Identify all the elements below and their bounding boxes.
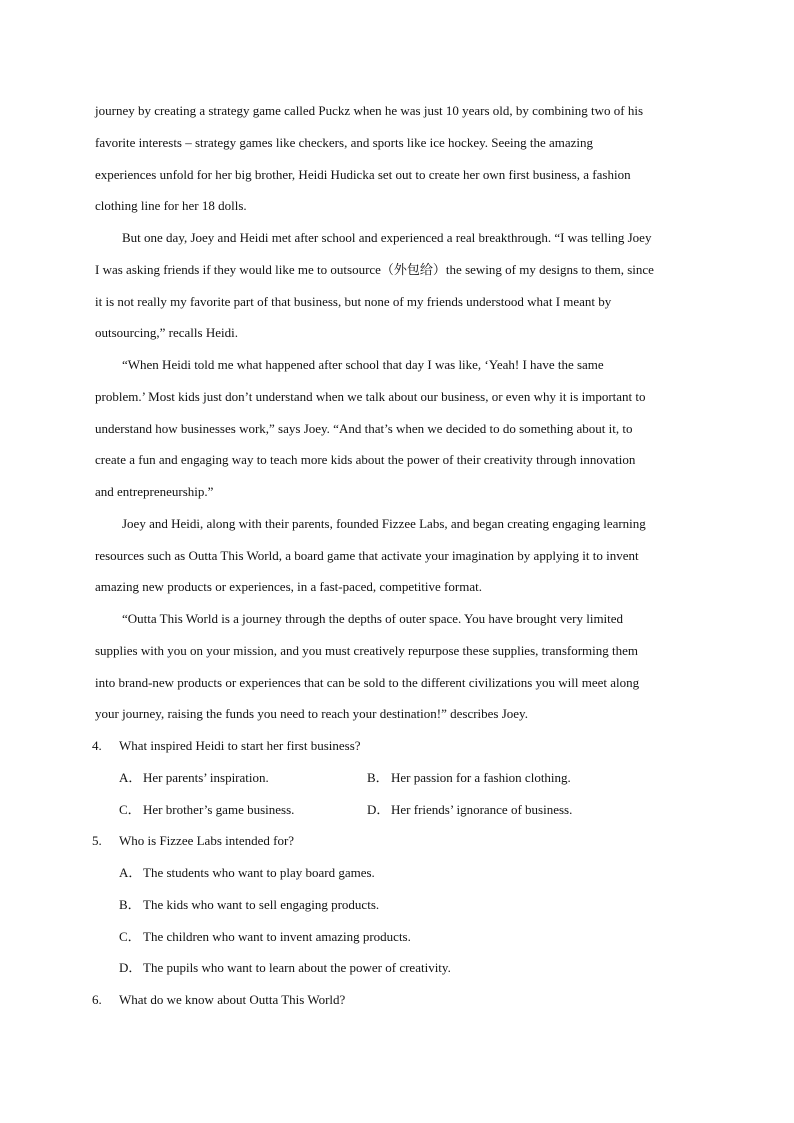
text-line: favorite interests – strategy games like checkers, and sports like ice hockey. Seeing the amazing [95, 134, 594, 150]
option-d[interactable] [119, 954, 451, 982]
option-b[interactable] [119, 891, 379, 919]
option-letter: D． [119, 960, 142, 976]
passage [92, 97, 705, 1018]
text-line: supplies with you on your mission, and you must creatively repurpose these supplies, transforming them [95, 642, 639, 658]
question-4 [92, 732, 705, 827]
option-d[interactable] [367, 796, 572, 824]
question-number: 5. [92, 833, 102, 849]
text-line: into brand-new products or experiences that can be sold to the different civilizations you will meet along [95, 674, 640, 690]
option-c[interactable] [119, 923, 411, 951]
option-b[interactable] [367, 764, 571, 792]
text-line: understand how businesses work,” says Joey. “And that’s when we decided to do something about it, to [95, 420, 633, 436]
option-text: The children who want to invent amazing products. [143, 928, 411, 944]
option-text: The pupils who want to learn about the power of creativity. [143, 960, 451, 976]
text-line: clothing line for her 18 dolls. [95, 198, 247, 214]
question-6 [92, 986, 705, 1018]
paragraph-3 [95, 351, 705, 510]
option-letter: C． [119, 928, 141, 944]
question-text: What do we know about Outta This World? [119, 992, 346, 1007]
text-line: it is not really my favorite part of that business, but none of my friends understood what I meant by [95, 293, 612, 309]
text-line: experiences unfold for her big brother, Heidi Hudicka set out to create her own first business, a fashion [95, 166, 631, 182]
option-text: The students who want to play board games. [143, 865, 375, 880]
option-text: The kids who want to sell engaging products. [143, 896, 380, 912]
option-letter: B． [119, 896, 141, 912]
paragraph-5 [95, 605, 705, 732]
question-number: 6. [92, 992, 102, 1007]
text-line: amazing new products or experiences, in a fast-paced, competitive format. [95, 579, 482, 595]
paragraph-2 [95, 224, 705, 351]
text-line: and entrepreneurship.” [95, 484, 214, 499]
text-line: But one day, Joey and Heidi met after school and experienced a real breakthrough. “I was telling Joey [122, 230, 652, 245]
text-line: “When Heidi told me what happened after school that day I was like, ‘Yeah! I have the same [122, 357, 604, 372]
text-line: your journey, raising the funds you need to reach your destination!” describes Joey. [95, 706, 528, 722]
option-letter: D． [367, 801, 390, 817]
option-text: Her brother’s game business. [143, 801, 295, 817]
text-line: outsourcing,” recalls Heidi. [95, 325, 238, 341]
option-text: Her passion for a fashion clothing. [391, 769, 571, 785]
text-line: journey by creating a strategy game called Puckz when he was just 10 years old, by combining two of his [95, 103, 644, 118]
option-letter: B． [367, 769, 389, 785]
text-line: Joey and Heidi, along with their parents, founded Fizzee Labs, and began creating engaging learning [122, 515, 646, 531]
option-letter: C． [119, 801, 141, 817]
option-text: Her friends’ ignorance of business. [391, 801, 573, 817]
paragraph-1 [95, 97, 705, 224]
option-letter: A． [119, 769, 142, 785]
option-c[interactable] [119, 796, 294, 824]
text-line: create a fun and engaging way to teach more kids about the power of their creativity through innovation [95, 452, 636, 468]
text-line: I was asking friends if they would like me to outsource（外包给）the sewing of my designs to them, since [95, 261, 654, 277]
question-text: What inspired Heidi to start her first business? [119, 738, 361, 753]
option-text: Her parents’ inspiration. [143, 769, 269, 785]
option-a[interactable] [119, 764, 269, 792]
question-5 [92, 827, 705, 986]
option-letter: A． [119, 865, 142, 880]
option-a[interactable] [119, 859, 375, 887]
question-text: Who is Fizzee Labs intended for? [119, 833, 295, 849]
text-line: resources such as Outta This World, a board game that activate your imagination by applying it to invent [95, 547, 639, 563]
paragraph-4 [95, 510, 705, 605]
text-line: “Outta This World is a journey through the depths of outer space. You have brought very limited [122, 611, 624, 626]
text-line: problem.’ Most kids just don’t understand when we talk about our business, or even why it is important to [95, 388, 646, 404]
question-number: 4. [92, 738, 102, 753]
